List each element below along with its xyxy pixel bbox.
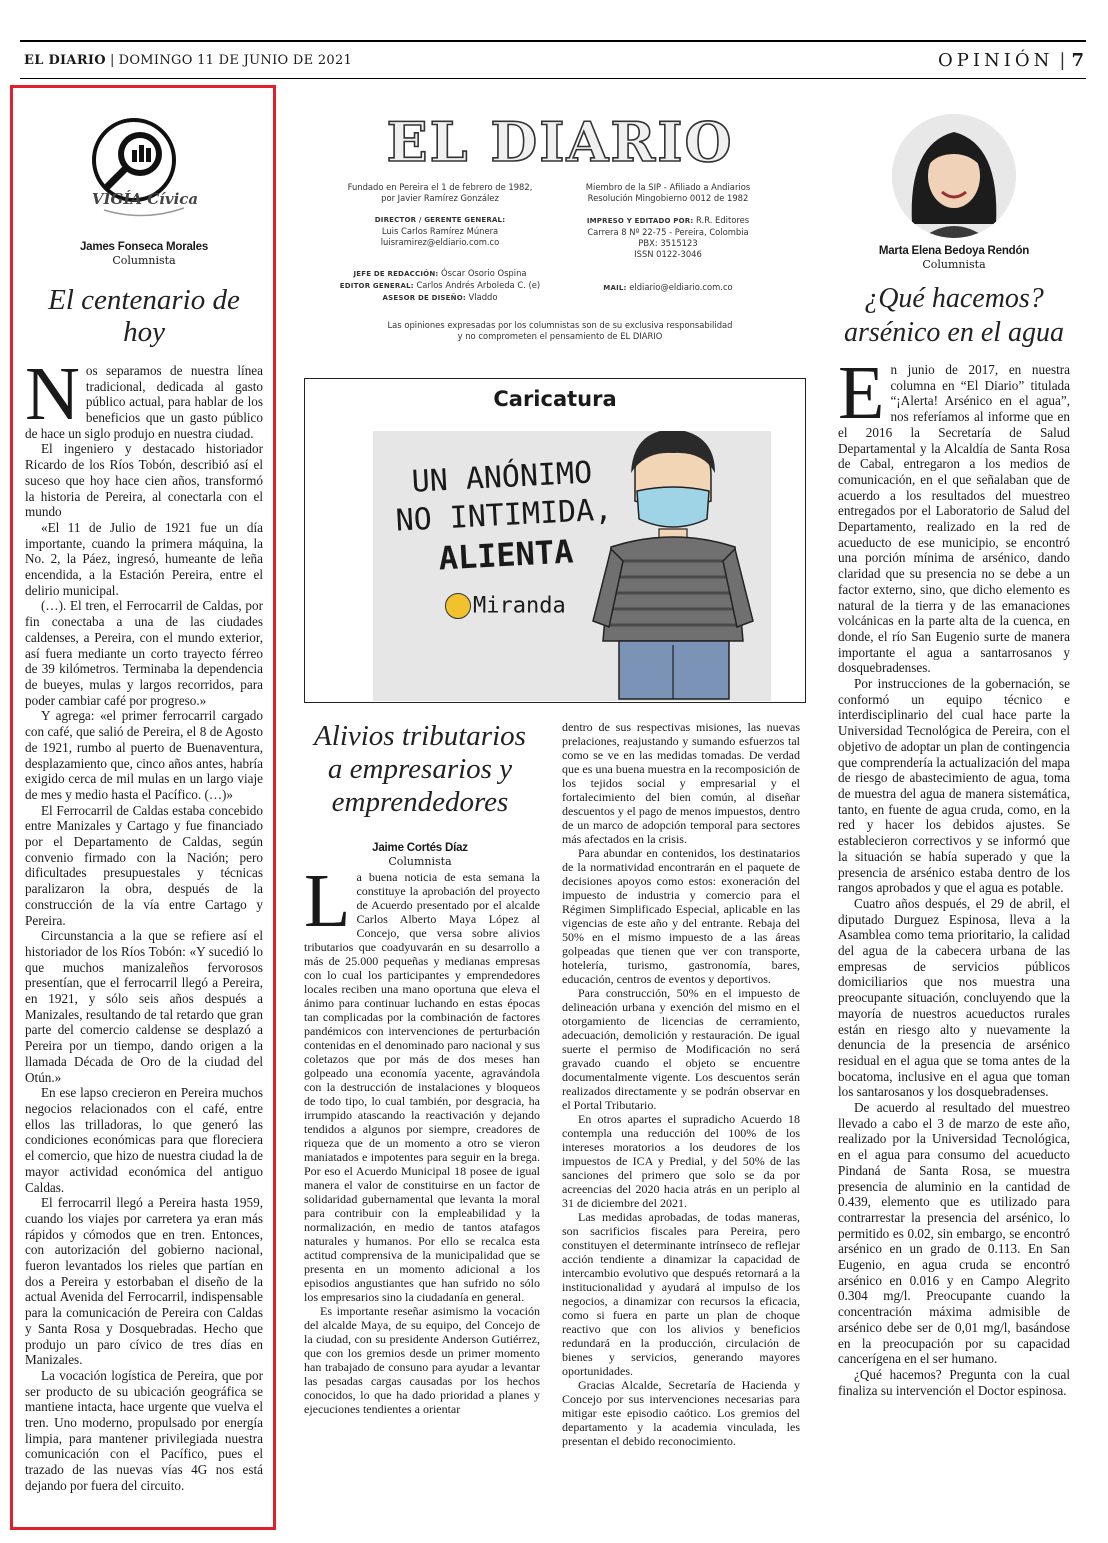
newspaper-name: EL DIARIO	[24, 53, 106, 68]
member-block: Miembro de la SIP - Afiliado a Andiarios Resolución Mingobierno 0012 de 1982 IMPRESO Y EDITADO POR: R.R. Editores Carrera 8 Nº 22-75 - Pereira, Colombia PBX: 3515123 ISSN 0122-3046	[585, 182, 751, 259]
cartoon-section	[304, 378, 806, 703]
paragraph: (…). El tren, el Ferrocarril de Caldas, por fin conectaba a una de las ciudades caldenses, a Pereira, con el mundo exterior, así fuera mediante un corto trayecto férreo de 39 kilómetros. Terminaba la dependencia de bueyes, mulas y largos recorridos, para poder cambiar café por progreso.»	[25, 598, 263, 708]
right-column-article	[838, 100, 1070, 1520]
cartoon-line: UN ANÓNIMO	[410, 455, 594, 500]
left-column-article	[10, 85, 276, 1530]
paragraph: «El 11 de Julio de 1921 fue un día importante, cuando la primera máquina, la No. 2, la Páez, ingresó, humeante de leña encendida, a la Estación Pereira, entre el delirio municipal.	[25, 519, 263, 598]
disclaimer: Las opiniones expresadas por los columnistas son de su exclusiva responsabilidad y no comprometen el pensamiento de EL DIARIO	[387, 320, 733, 341]
article-title: emprendedores	[331, 786, 509, 818]
article-title: ¿Qué hacemos?	[864, 283, 1044, 314]
middle-article-header	[300, 720, 540, 869]
left-byline	[25, 240, 263, 268]
page-number: 7	[1071, 50, 1084, 71]
paragraph: Para construcción, 50% en el impuesto de delineación urbana y exención del mismo en el otorgamiento de licencias de cerramiento, adecuación, demolición y restauración. De igual suerte el permiso de Modificación no será gravado cuando el objeto se encuentre documentalmente vigente. Los descuentos serán realizados directamente y se podrán observar en el Portal Tributario.	[562, 986, 800, 1112]
paragraph: Y agrega: «el primer ferrocarril cargado con café, que salió de Pereira, el 8 de Agosto de 1921, rumbo al puerto de Buenaventura, desplazamiento que, cinco años antes, habría exigido cerca de mil mulas en un largo viaje de mes y medio hasta el Pacífico. (…)»	[25, 708, 263, 802]
cartoon-line: ALIENTA	[437, 532, 575, 578]
author-role: Columnista	[388, 855, 452, 868]
paragraph: Gracias Alcalde, Secretaría de Hacienda y Concejo por sus intervenciones necesarias para mitigar este episodio caótico. Los gremios del departamento y la academia vinculada, les presentan el debido reconocimiento.	[562, 1378, 800, 1448]
founded-block: Fundado en Pereira el 1 de febrero de 1982, por Javier Ramírez González DIRECTOR / GERENTE GENERAL: Luis Carlos Ramírez Múnera luisramirez@eldiario.com.co	[347, 182, 533, 247]
article-title: Alivios tributarios	[314, 720, 526, 752]
masthead-logo: EL DIARIO	[386, 110, 734, 174]
signature-face-icon	[445, 593, 471, 619]
portrait-illustration	[892, 114, 1016, 238]
paragraph: El Ferrocarril de Caldas estaba concebido entre Manizales y Cartago y fue financiado por el Departamento de Caldas, según convenio firmado con la Nación; pero dificultades presupuestales y técnicas paralizaron la obra, después de la construcción de la vía entre Cartago y Pereira.	[25, 802, 263, 928]
paragraph: Para abundar en contenidos, los destinatarios de la normatividad encontrarán en el paquete de decisiones apoyos como estos: exoneración del impuesto de industria y comercio para el Régimen Simplificado Especial, aplicable en las vigencias de este año y del entrante. Rebaja del 50% en el mismo impuesto de a las áreas golpeadas que tienen que ver con transporte, hotelería, turismo, gastronomía, bares, educación, centros de eventos y deportivos.	[562, 846, 800, 986]
article-title-block	[838, 282, 1070, 350]
cartoon-signature: Miranda	[445, 593, 566, 619]
editorial-staff: JEFE DE REDACCIÓN: Óscar Osorio Ospina EDITOR GENERAL: Carlos Andrés Arboleda C. (e) ASESOR DE DISEÑO: Vladdo	[339, 268, 541, 302]
cartoon-line: NO INTIMIDA,	[394, 492, 614, 539]
middle-article	[300, 720, 820, 1500]
paragraph: El ingeniero y destacado historiador Ricardo de los Ríos Tobón, describió así el suceso que hoy hace cien años, transformó la historia de Pereira, al conectarla con el mundo	[25, 441, 263, 520]
issue-date: DOMINGO 11 DE JUNIO DE 2021	[118, 53, 353, 68]
paragraph: De acuerdo al resultado del muestreo llevado a cabo el 3 de marzo de este año, realizado por la Universidad Tecnológica, en el agua para consumo del acueducto Pindaná de Santa Rosa, se muestra presencia de aluminio en la cantidad de 0.439, elemento que es utilizado para contrarrestar la presencia del arsénico, lo permitido es 0.02, sin embargo, se encontró arsénico en un grado de 0.113. En San Eugenio, en agua cruda se encontró arsénico en 0.016 y en Campo Alegrito 0.304 mg/l. Preocupante cuando la concentración máxima admisible de arsénico debe ser de 0,01 mg/l, basándose en la preocupación por su capacidad cancerígena en el ser humano.	[838, 1100, 1070, 1367]
article-title: a empresarios y	[327, 753, 513, 785]
masthead	[300, 110, 820, 174]
paragraph: Cuatro años después, el 29 de abril, el diputado Durguez Espinosa, lleva a la Asamblea como tema prioritario, la calidad del agua de la cabecera urbana de las empresas de servicios públicos domiciliarios que nos muestra una preocupante situación, concluyendo que la mayoría de nuestros acueductos rurales están en riesgo alto y nuevamente la denuncia de la presencia de arsénico residual en el agua que se toma antes de la bocatoma, inclusive en el agua que toman los santarosanos y los dosquebradenses.	[838, 895, 1070, 1100]
logo-text: VIGÍA Cívica	[91, 190, 199, 208]
paragraph: El ferrocarril llegó a Pereira hasta 1959, cuando los viajes por carretera ya eran más rápidos y cómodos que en tren. Entonces, con autorización del gobierno nacional, fueron levantados los rieles que partían en dos a Pereira y estorbaban el diseño de la actual Avenida del Ferrocarril, indispensable para la comunicación de Pereira con Caldas y Santa Rosa y Dosquebradas. Hecho que produjo un paro cívico de tres días en Manizales.	[25, 1195, 263, 1368]
article-title: El centenario de hoy	[48, 284, 240, 349]
header-right	[938, 50, 1084, 71]
paragraph: Circunstancia a la que se refiere así el historiador de los Ríos Tobón: «Y sucedió lo que muchos manizaleños fervorosos presentían, que el ferrocarril llegó a Pereira, en 1921, y sólo seis años después a Manizales, resultando de tal retardo que gran parte del comercio caldense se desplazó a Pereira por un tiempo, dando origen a la llamada Década de Oro de la ciudad del Otún.»	[25, 928, 263, 1085]
header-left	[24, 53, 352, 68]
section-name: OPINIÓN	[938, 50, 1054, 71]
paragraph: ¿Qué hacemos? Pregunta con la cual finaliza su intervención el Doctor espinosa.	[838, 1367, 1070, 1398]
paragraph: En ese lapso crecieron en Pereira muchos negocios relacionados con el café, entre ellos las trilladoras, lo que generó las condiciones económicas para que floreciera el comercio, que hizo de nuestra ciudad la de mayor actividad económica del antiguo Caldas.	[25, 1085, 263, 1195]
author-name: James Fonseca Morales	[79, 241, 209, 253]
paragraph: dentro de sus respectivas misiones, las nuevas prelaciones, reajustando y sumando esfuerzos tal como se ve en las medidas tomadas. De verdad que es una buena muestra en la recomposición de los tejidos social y empresarial y el fortalecimiento del bien común, al diseñar descuentos y el pago de menos impuestos, dentro de un marco de adopción temporal para sectores más afectados en la crisis.	[562, 720, 800, 846]
paragraph: La buena noticia de esta semana la constituye la aprobación del proyecto de Acuerdo presentado por el alcalde Carlos Alberto Maya López al Concejo, que versa sobre alivios tributarios que coadyuvarán en su desarrollo a más de 25.000 pequeñas y medianas empresas con lo cual los participantes y emprendedores locales reciben una mano oportuna que eleva el ánimo para continuar luchando en estas épocas tan complicadas por la combinación de factores pandémicos con intervenciones de perturbación contenidas en el denominado paro nacional y sus coletazos que por más de dos meses han golpeado una economía yacente, agravándola con la destrucción de instalaciones y bloqueos de todo tipo, lo cual también, por desgracia, ha irrumpido atascando la reactivación y dejando tendidos a algunos por siempre, creadores de riqueza que de un momento a otro se vieron maniatados e impotentes para seguir en la brega. Por eso el Acuerdo Municipal 18 posee de igual manera el valor de constituirse en un factor de solidaridad gubernamental que levanta la moral para contribuir con la empleabilidad y la normalización, en medio de tantos atafagos naturales y humanos. Por ello se recalca esta actitud comprensiva de la municipalidad que se presenta en un momento adicional a los episodios angustiantes que han sufrido no sólo los empresarios sino la ciudadanía en general.	[304, 870, 540, 1304]
paragraph: La vocación logística de Pereira, que por ser producto de su ubicación geográfica se mantiene intacta, hace urgente que vuelva el tren. Uno moderno, propulsado por energía limpia, para mantener privilegiada nuestra comunicación con el Pacífico, pues el trazado de las nuevas vías 4G nos está dejando por fuera del circuito.	[25, 1367, 263, 1493]
middle-column	[300, 100, 820, 1500]
article-body	[25, 351, 263, 1494]
article-title: arsénico en el agua	[843, 317, 1065, 348]
right-byline	[838, 244, 1070, 272]
author-role: Columnista	[922, 258, 986, 271]
paragraph: Las medidas aprobadas, de todas maneras, son sacrificios fiscales para Pereira, pero constituyen el determinante intrínseco de reflejar acción tendiente a dinamizar la capacidad de intercambio evolutivo que después retornará a la institucionalidad y ayudará al impulso de los negocios, a dinamizar con recursos la eficacia, como si fuera en parte un plan de choque reactivo que con los alivios y beneficios redundará en la producción, circulación de bienes y servicios, generando mayores oportunidades.	[562, 1210, 800, 1378]
paragraph: Por instrucciones de la gobernación, se conformó un equipo técnico e interdisciplinario del cual hace parte la Universidad Tecnológica de Pereira, con el objetivo de adoptar un plan de contingencia que comprendería la actualización del mapa de riesgo de abastecimiento de agua, toma de muestra del agua de manera sistemática, tanto, en fuente de agua cruda, como, en la red y hacer los debidos ajustes. Se establecieron correctivos y se informó que la situación se había superado y que la presencia de arsénico estaba dentro de los rangos aprobados y que el agua es potable.	[838, 676, 1070, 896]
magnifier-icon	[84, 114, 204, 234]
vigia-civica-logo	[84, 114, 204, 234]
header-bottom-rule	[20, 78, 1086, 79]
middle-byline	[300, 841, 540, 869]
mail-block: MAIL: eldiario@eldiario.com.co	[603, 282, 733, 292]
paragraph: Nos separamos de nuestra línea tradicional, dedicada al gasto público actual, para hablar de los beneficios que un gasto público de hace un siglo produjo en nuestra ciudad.	[25, 351, 263, 441]
author-name: Marta Elena Bedoya Rendón	[878, 245, 1030, 257]
middle-article-col2	[562, 720, 800, 1500]
drop-cap: N	[25, 351, 80, 436]
paragraph: En junio de 2017, en nuestra columna en “El Diario” titulada “¡Alerta! Arsénico en el agua”, nos referíamos al informe que en el 2016 la Secretaría de Salud Departamental y la Alcaldía de Santa Rosa de Cabal, entregaron a los medios de comunicación, en el que señalaban que de acuerdo a los resultados del muestreo entregados por el Laboratorio de Salud del Departamento, realizado en la red de acueducto de ese municipio, se encontró una porción mínima de arsénico, dando claridad que su presencia no se debe a un factor externo, sino, que dicho elemento es natural de la tierra y de las emanaciones volcánicas en la parte alta de la cuenca, en donde, el río San Eugenio surte de manera importante el agua a santarrosanos y dosquebradenses.	[838, 351, 1070, 676]
author-role: Columnista	[112, 254, 176, 267]
header-top-rule	[20, 40, 1086, 42]
author-name: Jaime Cortés Díaz	[372, 842, 468, 854]
drop-cap: L	[304, 870, 351, 943]
drop-cap: E	[838, 351, 885, 435]
header-separator: |	[1059, 50, 1066, 71]
middle-article-col1	[304, 870, 540, 1500]
cartoon-title: Caricatura	[493, 387, 617, 411]
cartoon-caption	[386, 453, 622, 581]
paragraph: Es importante reseñar asimismo la vocación del alcalde Maya, de su equipo, del Concejo de la ciudad, con su presidente Anderson Gutiérrez, que con los gremios desde un primer momento han trabajado de consuno para ayudar a levantar las pesadas cargas causadas por los hechos conocidos, lo que ha dado prioridad a planes y ejecuciones tendientes a orientar	[304, 1304, 540, 1416]
author-photo	[892, 114, 1016, 238]
header-separator: |	[109, 53, 115, 68]
paragraph: En otros apartes el supradicho Acuerdo 18 contempla una reducción del 100% de los intereses moratorios a los deudores de los impuestos de ICA y Predial, y del 50% de las sanciones del primero que solo se da por acreencias del 2020 hacia atrás en un periplo al 31 de diciembre del 2021.	[562, 1112, 800, 1210]
article-body	[838, 351, 1070, 1398]
